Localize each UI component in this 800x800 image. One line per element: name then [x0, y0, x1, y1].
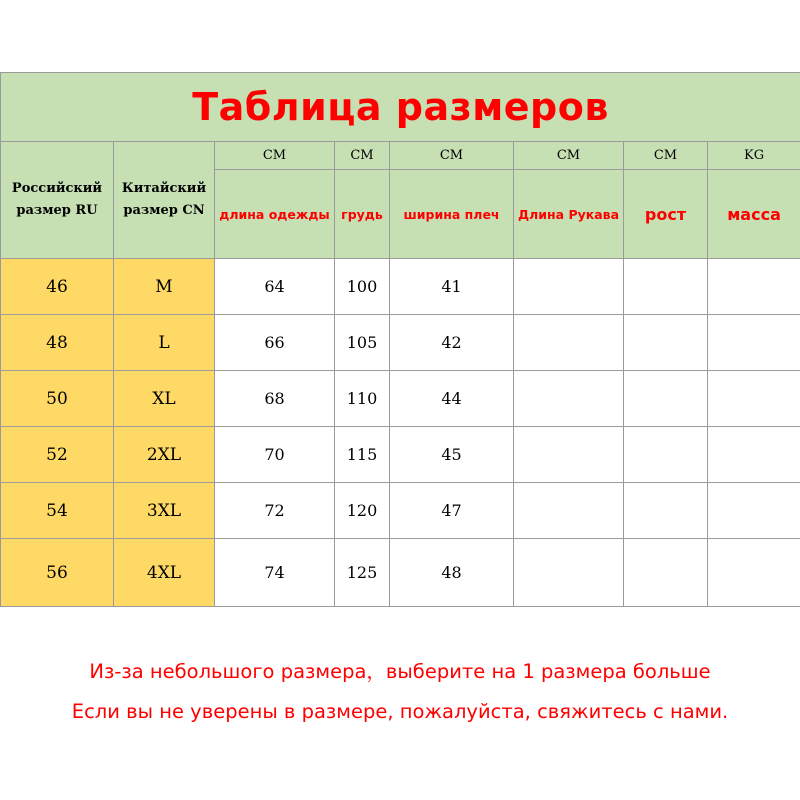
size-advice-note: Из-за небольшого размера，выберите на 1 размера больше: [89, 660, 711, 683]
weight-cell: [708, 259, 800, 315]
height-cell: [624, 259, 708, 315]
unit-weight: KG: [708, 142, 800, 170]
chest-cell: 120: [335, 483, 390, 539]
unit-chest: СМ: [335, 142, 390, 170]
table-row: [1, 427, 800, 483]
height-cell: [624, 539, 708, 607]
chest-cell: 115: [335, 427, 390, 483]
chest-cell: 105: [335, 315, 390, 371]
sleeve-cell: [514, 483, 624, 539]
weight-cell: [708, 483, 800, 539]
sleeve-cell: [514, 371, 624, 427]
size-table: [0, 72, 800, 607]
col-header-chest: грудь: [335, 170, 390, 259]
ru-size-cell: 52: [1, 427, 114, 483]
weight-cell: [708, 427, 800, 483]
height-cell: [624, 427, 708, 483]
shoulder-cell: 42: [390, 315, 514, 371]
shoulder-cell: 41: [390, 259, 514, 315]
height-cell: [624, 315, 708, 371]
col-header-weight: масса: [708, 170, 800, 259]
length-cell: 66: [215, 315, 335, 371]
unit-length: СМ: [215, 142, 335, 170]
table-row: [1, 483, 800, 539]
cn-size-cell: L: [114, 315, 215, 371]
shoulder-cell: 44: [390, 371, 514, 427]
chest-cell: 125: [335, 539, 390, 607]
contact-note: Если вы не уверены в размере, пожалуйста, свяжитесь с нами.: [71, 700, 729, 723]
cn-size-cell: XL: [114, 371, 215, 427]
ru-size-cell: 48: [1, 315, 114, 371]
col-header-height: рост: [624, 170, 708, 259]
title-row: [1, 73, 800, 142]
cn-size-cell: 4XL: [114, 539, 215, 607]
chest-cell: 110: [335, 371, 390, 427]
ru-size-cell: 50: [1, 371, 114, 427]
length-cell: 64: [215, 259, 335, 315]
weight-cell: [708, 539, 800, 607]
chest-cell: 100: [335, 259, 390, 315]
cn-size-cell: M: [114, 259, 215, 315]
unit-height: СМ: [624, 142, 708, 170]
weight-cell: [708, 371, 800, 427]
table-row: [1, 315, 800, 371]
col-header-shoulder: ширина плеч: [390, 170, 514, 259]
ru-size-cell: 56: [1, 539, 114, 607]
table-row: [1, 259, 800, 315]
length-cell: 70: [215, 427, 335, 483]
col-header-length: длина одежды: [215, 170, 335, 259]
height-cell: [624, 371, 708, 427]
length-cell: 72: [215, 483, 335, 539]
cn-size-cell: 2XL: [114, 427, 215, 483]
sleeve-cell: [514, 315, 624, 371]
cn-size-header: Китайский размер CN: [114, 142, 215, 259]
sleeve-cell: [514, 539, 624, 607]
shoulder-cell: 48: [390, 539, 514, 607]
table-row: [1, 371, 800, 427]
sleeve-cell: [514, 259, 624, 315]
unit-shoulder: СМ: [390, 142, 514, 170]
col-header-sleeve: Длина Рукава: [514, 170, 624, 259]
length-cell: 74: [215, 539, 335, 607]
table-title: Таблица размеров: [1, 73, 800, 142]
shoulder-cell: 45: [390, 427, 514, 483]
sleeve-cell: [514, 427, 624, 483]
ru-size-cell: 46: [1, 259, 114, 315]
ru-size-cell: 54: [1, 483, 114, 539]
cn-size-cell: 3XL: [114, 483, 215, 539]
ru-size-header: Российский размер RU: [1, 142, 114, 259]
height-cell: [624, 483, 708, 539]
shoulder-cell: 47: [390, 483, 514, 539]
unit-sleeve: СМ: [514, 142, 624, 170]
weight-cell: [708, 315, 800, 371]
length-cell: 68: [215, 371, 335, 427]
table-row: [1, 539, 800, 607]
unit-row: [1, 142, 800, 170]
